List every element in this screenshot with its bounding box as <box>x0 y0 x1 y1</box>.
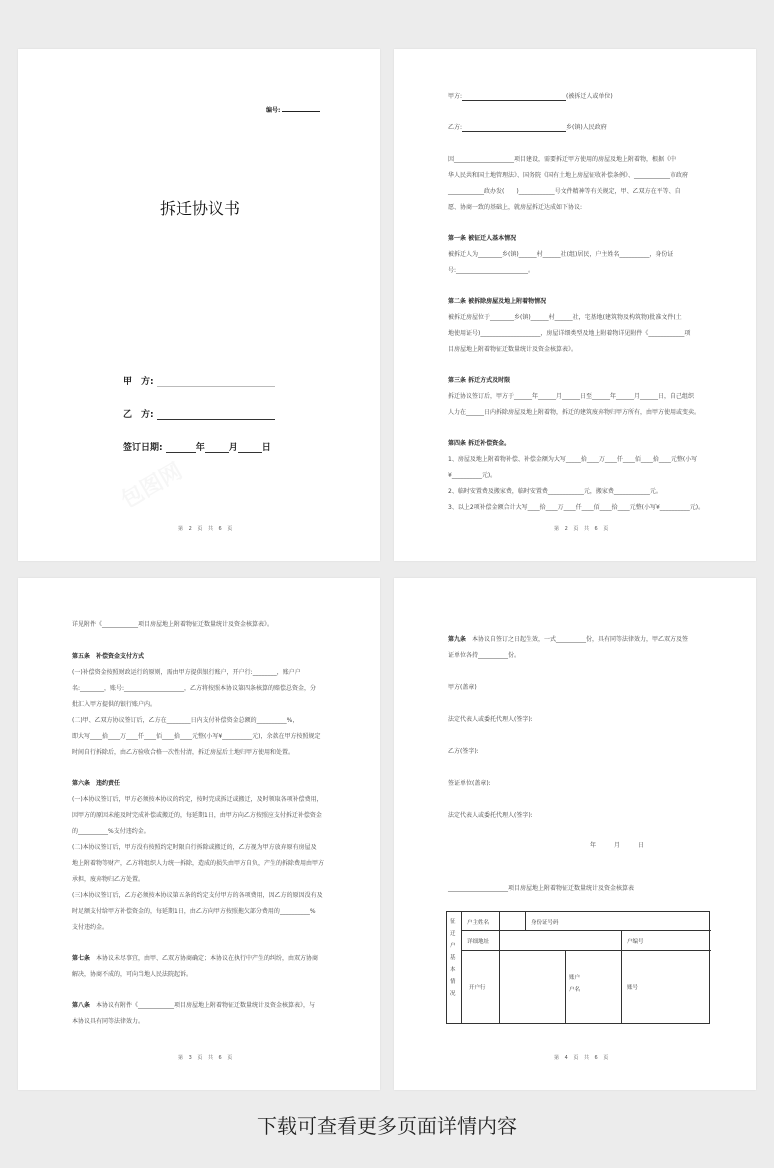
article-1-title: 第一条 被征迁人基本情况 <box>448 235 517 242</box>
signature-date: 年 月 日 <box>590 842 645 849</box>
sign-date-row <box>123 440 271 453</box>
article-4-line: 2、临时安置费及搬家费，临时安置费____________元，搬家费____________元。 <box>448 488 662 495</box>
party-a-field <box>157 378 275 387</box>
page-number: 第 4 页 共 6 页 <box>554 1055 611 1061</box>
article-9-line: 证单位各持__________份。 <box>448 652 521 659</box>
signature-unit-rep: 法定代表人或委托代理人(签字): <box>448 812 533 819</box>
article-5-line: (二)甲、乙双方协议签订后，乙方在________日内支付补偿资金总额的__________%， <box>72 717 299 724</box>
article-3-line: 拆迁协议签订后，甲方于______年______月______日至______年______月______日，自己组织 <box>448 393 695 400</box>
document-page-4 <box>394 578 756 1090</box>
article-7-title: 第七条 <box>72 955 91 962</box>
attachment-line: 详见附件《____________项目房屋地上附着物征迁数量统计及资金核算表》。 <box>72 621 274 628</box>
article-8-line: 本协议具有同等法律效力。 <box>72 1018 145 1025</box>
party-b-row <box>123 407 275 420</box>
article-5-line: (一)补偿资金按照财政运行的原则，需由甲方提供银行账户，开户行:________，账户户 <box>72 669 301 676</box>
table-side-header: 征迁户基本情况 <box>450 919 456 997</box>
page-number: 第 2 页 共 6 页 <box>554 526 611 532</box>
article-5-line: 即大写____拾____万____仟____佰____拾____元整(小写¥__________元)，余款在甲方按照规定 <box>72 733 321 740</box>
article-4-line: 1、房屋及地上附着物补偿、补偿金额为大写_____拾____万____仟____佰____拾____元整(小写 <box>448 456 698 463</box>
article-1-line: 被拆迁人为________乡(镇)______村______社(组)居民，户主姓名__________，身份证 <box>448 251 674 258</box>
article-6-line: 支付违约金。 <box>72 924 109 931</box>
article-5-line: 时间自行拆除后，由乙方验收合格一次性付清，拆迁房屋后土地归甲方使用和处置。 <box>72 749 295 756</box>
table-cell-address: 详细地址 <box>467 939 490 945</box>
article-6-line: 地上附着物等财产，乙方将组织人力统一拆除，造成的损失由甲方自负，产生的拆除费用由甲方 <box>72 860 325 867</box>
sign-date-label: 签订日期: <box>123 443 163 453</box>
signature-party-a-rep: 法定代表人或委托代理人(签字): <box>448 716 533 723</box>
article-4-line: 3、以上2项补偿金额合计大写____拾____万____仟____佰____拾____元整(小写¥__________元)。 <box>448 504 705 511</box>
intro-line: 华人民共和国土地管理法》、国务院《国有土地上房屋征收补偿条例》、____________市政府 <box>448 172 689 179</box>
page-number: 第 2 页 共 6 页 <box>178 526 235 532</box>
party-b-field <box>157 411 275 420</box>
download-hint: 下载可查看更多页面详情内容 <box>257 1114 517 1138</box>
month-label: 月 <box>228 443 238 453</box>
table-cell-account-name: 账户户名 <box>569 975 581 993</box>
article-6-line: 时足额支付给甲方补偿资金的，每延期1日，由乙方向甲方按照拖欠部分费用的__________% <box>72 908 316 915</box>
signature-party-a: 甲方(盖章) <box>448 684 477 691</box>
article-6-line: 承担，废弃物归乙方处置。 <box>72 876 145 883</box>
article-4-title: 第四条 拆迁补偿资金。 <box>448 440 511 447</box>
article-6-line: (一)本协议签订后，甲方必须按本协议的约定，按时完成拆迁或搬迁，及时领取各项补偿费用， <box>72 796 323 803</box>
article-7-line: 解决，协商不成的，可向当地人民法院起诉。 <box>72 971 193 978</box>
article-6-line: 的__________%支付违约金。 <box>72 828 150 835</box>
party-b-label: 乙 方: <box>123 410 154 420</box>
article-3-title: 第三条 拆迁方式及时限 <box>448 377 511 384</box>
document-title: 拆迁协议书 <box>160 199 241 218</box>
article-8-title: 第八条 <box>72 1002 91 1009</box>
party-a-label: 甲 方: <box>123 377 154 387</box>
household-info-table <box>446 911 710 1024</box>
article-9-title: 第九条 <box>448 636 467 643</box>
table-cell-household-number: 户编号 <box>627 939 644 945</box>
article-2-line: 被拆迁房屋位于________乡(镇)______村______社，宅基地(建筑物及构筑物)批准文件(土 <box>448 314 682 321</box>
article-5-line: 名:________，账号:____________________，乙方将按照本协议第四条核算的赔偿总资金，分 <box>72 685 317 692</box>
article-2-line: 地使用证号)____________________，房屋详细类型及地上附着物详见附件《____________项 <box>448 330 691 337</box>
day-label: 日 <box>261 443 271 453</box>
table-cell-bank: 开户行 <box>469 985 486 991</box>
table-cell-id-number: 身份证号码 <box>531 920 559 926</box>
intro-line: 愿、协商一致的基础上，就房屋拆迁达成如下协议: <box>448 204 583 211</box>
article-5-line: 批汇入甲方提供的银行账户内。 <box>72 701 157 708</box>
article-6-line: (三)本协议签订后，乙方必须按本协议第五条的约定支付甲方的各项费用，因乙方的原因没有及 <box>72 892 323 899</box>
article-5-title: 第五条 补偿资金支付方式 <box>72 653 145 660</box>
page-number: 第 3 页 共 6 页 <box>178 1055 235 1061</box>
party-a-line: 甲方: (被拆迁人或单位) <box>448 93 613 100</box>
document-page-3 <box>18 578 380 1090</box>
party-a-row <box>123 374 275 387</box>
article-6-title: 第六条 违约责任 <box>72 780 121 787</box>
article-9-line: 第九条 本协议自签订之日起生效，一式__________份，具有同等法律效力，甲乙双方及签 <box>448 636 689 643</box>
article-7-line: 第七条 本协议未尽事宜，由甲、乙双方协商确定；本协议在执行中产生的纠纷，由双方协商 <box>72 955 319 962</box>
table-cell-account-number: 账号 <box>627 985 639 991</box>
table-cell-head-name: 户主姓名 <box>467 920 490 926</box>
signature-party-b: 乙方(签字): <box>448 748 479 755</box>
article-2-title: 第二条 被拆除房屋及地上附着物情况 <box>448 298 547 305</box>
signature-unit: 签证单位(盖章): <box>448 780 491 787</box>
year-label: 年 <box>195 443 205 453</box>
article-4-line: ¥__________元)。 <box>448 472 497 479</box>
article-6-line: 因甲方的原因未能及时完成补偿或搬迁的，每延期1日，由甲方向乙方按照应支付拆迁补偿资金 <box>72 812 322 819</box>
document-page-2 <box>394 49 756 561</box>
article-2-line: 目房屋地上附着物征迁数量统计及资金核算表》。 <box>448 346 578 353</box>
article-1-line: 号:________________________。 <box>448 267 535 274</box>
document-number-label: 编号: <box>266 107 281 114</box>
intro-line: ____________政办发( )____________号文件精神等有关规定，甲、乙双方在平等、自 <box>448 188 681 195</box>
article-8-line: 第八条 本协议有附件《____________项目房屋地上附着物征迁数量统计及资金核算表》，与 <box>72 1002 316 1009</box>
intro-line: 因____________________项目建设，需要拆迁甲方使用的房屋及地上附着物，根据《中 <box>448 156 677 163</box>
table-title: ____________________项目房屋地上附着物征迁数量统计及资金核算表 <box>448 885 635 892</box>
party-b-line: 乙方: 乡(镇)人民政府 <box>448 124 607 131</box>
document-number <box>266 105 320 114</box>
article-3-line: 人力在______日内拆除房屋及地上附着物，拆迁的建筑废弃物归甲方所有，由甲方使用或变卖。 <box>448 409 701 416</box>
document-page-cover <box>18 49 380 561</box>
article-6-line: (二)本协议签订后，甲方没有按照约定时限自行拆除或搬迁的，乙方视为甲方放弃原有房屋及 <box>72 844 317 851</box>
